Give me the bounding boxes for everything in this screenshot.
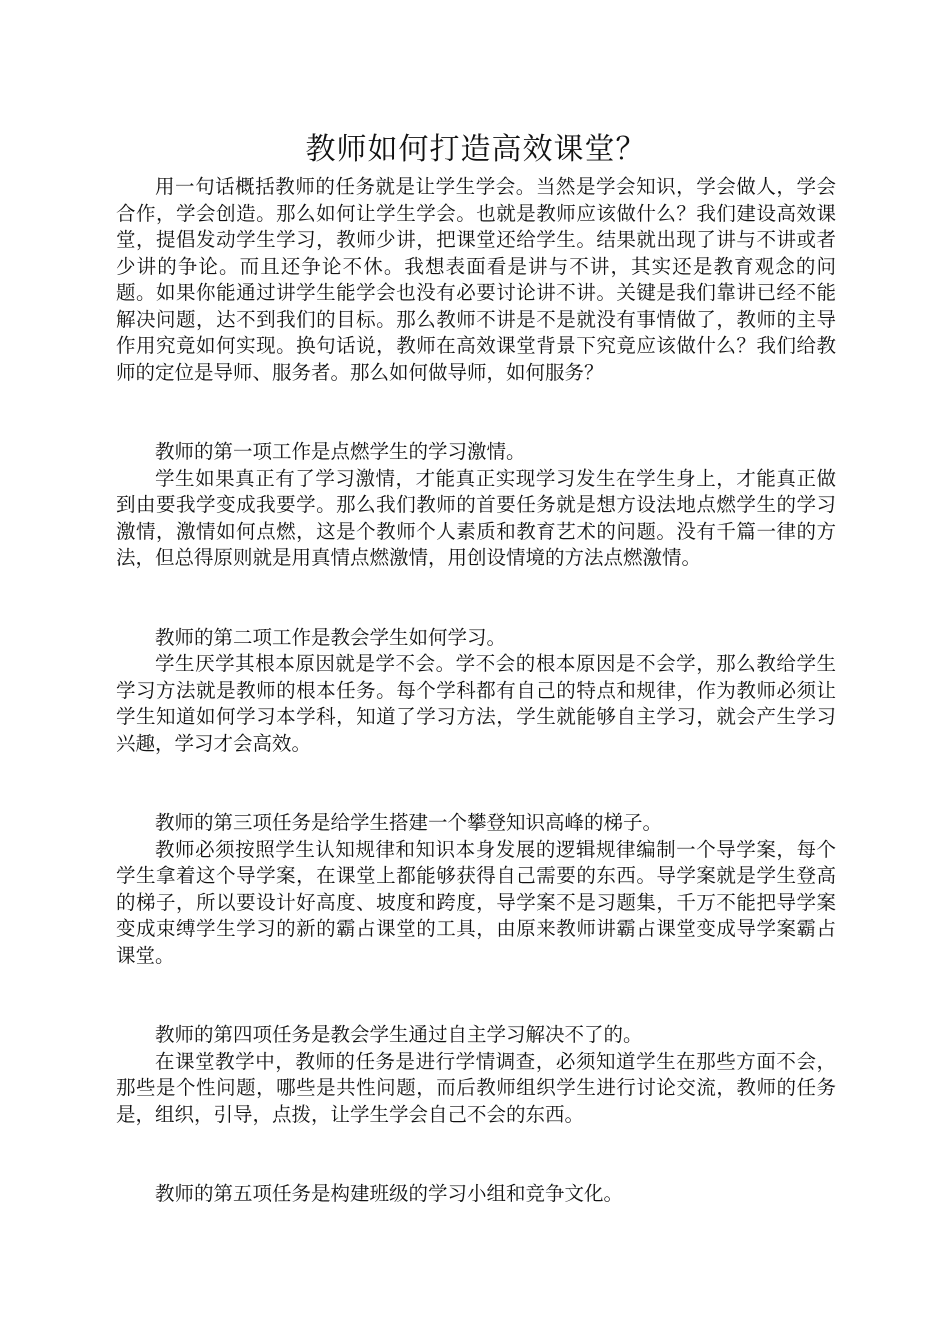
section-heading-3: 教师的第三项任务是给学生搭建一个攀登知识高峰的梯子。 [155,811,663,834]
section-gap [116,757,836,810]
section-heading-1: 教师的第一项工作是点燃学生的学习激情。 [155,440,526,463]
section-heading-4: 教师的第四项任务是教会学生通过自主学习解决不了的。 [155,1023,643,1046]
section-body-2: 学生厌学其根本原因就是学不会。学不会的根本原因是不会学，那么教给学生学习方法就是教师的根本任务。每个学科都有自己的特点和规律，作为教师必须让学生知道如何学习本学科，知道了学习方法，学生就能够自主学习，就会产生学习兴趣，学习才会高效。 [116,652,836,755]
intro-paragraph: 用一句话概括教师的任务就是让学生学会。当然是学会知识，学会做人，学会合作，学会创造。那么如何让学生学会。也就是教师应该做什么？我们建设高效课堂，提倡发动学生学习，教师少讲，把课堂还给学生。结果就出现了讲与不讲或者少讲的争论。而且还争论不休。我想表面看是讲与不讲，其实还是教育观念的问题。如果你能通过讲学生能学会也没有必要讨论讲不讲。关键是我们靠讲已经不能解决问题，达不到我们的目标。那么教师不讲是不是就没有事情做了，教师的主导作用究竟如何实现。换句话说，教师在高效课堂背景下究竟应该做什么？我们给教师的定位是导师、服务者。那么如何做导师，如何服务？ [116,175,836,384]
section-gap [116,969,836,1022]
document-page [116,130,836,1208]
section-heading-5: 教师的第五项任务是构建班级的学习小组和竞争文化。 [155,1182,624,1205]
section-gap [116,386,836,439]
section-gap [116,572,836,625]
section-body-4: 在课堂教学中，教师的任务是进行学情调查，必须知道学生在那些方面不会，那些是个性问题，哪些是共性问题，而后教师组织学生进行讨论交流，教师的任务是，组织，引导，点拨，让学生学会自己不会的东西。 [116,1049,836,1126]
section-body-1: 学生如果真正有了学习激情，才能真正实现学习发生在学生身上，才能真正做到由要我学变成我要学。那么我们教师的首要任务就是想方设法地点燃学生的学习激情，激情如何点燃，这是个教师个人素质和教育艺术的问题。没有千篇一律的方法，但总得原则就是用真情点燃激情，用创设情境的方法点燃激情。 [116,466,836,569]
section-gap [116,1128,836,1181]
document-title: 教师如何打造高效课堂？ [305,132,647,167]
section-heading-2: 教师的第二项工作是教会学生如何学习。 [155,625,507,649]
section-body-3: 教师必须按照学生认知规律和知识本身发展的逻辑规律编制一个导学案，每个学生拿着这个导学案，在课堂上都能够获得自己需要的东西。导学案就是学生登高的梯子，所以要设计好高度、坡度和跨度，导学案不是习题集，千万不能把导学案变成束缚学生学习的新的霸占课堂的工具，由原来教师讲霸占课堂变成导学案霸占课堂。 [116,837,836,967]
